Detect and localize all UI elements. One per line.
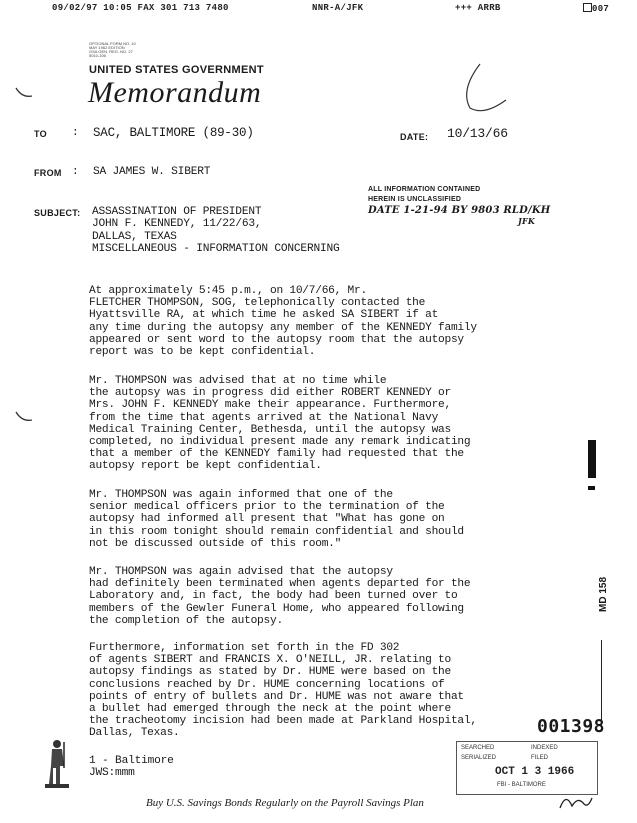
- date-label: DATE:: [400, 132, 429, 142]
- text-line: Mr. THOMPSON was again advised that the autopsy: [89, 566, 393, 578]
- text-line: autopsy had informed all present that "What has gone on: [89, 513, 445, 526]
- stamp-line: HEREIN IS UNCLASSIFIED: [368, 196, 462, 203]
- agency-name: UNITED STATES GOVERNMENT: [89, 64, 264, 76]
- paragraph-3: [89, 489, 534, 550]
- paragraph-5: [89, 642, 534, 740]
- text-line: senior medical officers prior to the termination of the: [89, 501, 445, 514]
- text-line: conclusions reached by Dr. HUME concerning locations of: [89, 678, 445, 691]
- text-line: Medical Training Center, Bethesda, until the autopsy was: [89, 423, 451, 436]
- fax-header-center: NNR-A/JFK: [312, 3, 364, 13]
- handwritten-initials-icon: [556, 790, 596, 814]
- classification-stamp: [368, 186, 550, 226]
- text-line: report was to be kept confidential.: [89, 346, 316, 359]
- initials: JWS:mmm: [89, 767, 135, 779]
- to-value: SAC, BALTIMORE (89-30): [93, 126, 254, 140]
- page-number-text: 007: [592, 4, 610, 14]
- paragraph-2: [89, 375, 534, 473]
- text-line: in this room tonight should remain confidential and should: [89, 525, 464, 538]
- stamp-date-line: DATE 1-21-94 BY 9803 RLD/KH: [368, 205, 551, 216]
- text-line: the completion of the autopsy.: [89, 614, 283, 627]
- text-line: autopsy report be kept confidential.: [89, 460, 322, 473]
- pen-mark-icon: [450, 60, 510, 120]
- text-line: FLETCHER THOMPSON, SOG, telephonically contacted the: [89, 297, 426, 310]
- form-info-line: OPTIONAL FORM NO. 10: [89, 41, 136, 46]
- stamp-searched: SEARCHED: [461, 745, 495, 751]
- subject-label: SUBJECT:: [34, 208, 81, 218]
- file-marker-bar: [588, 440, 596, 478]
- stamp-serialized: SERIALIZED: [461, 755, 497, 761]
- text-line: Furthermore, information set forth in the FD 302: [89, 642, 400, 654]
- to-label: TO: [34, 129, 47, 139]
- stamp-line: ALL INFORMATION CONTAINED: [368, 186, 481, 193]
- text-line: not be discussed outside of this room.": [89, 537, 342, 550]
- fax-page-number: [583, 3, 609, 14]
- stamp-filed: FILED: [531, 755, 549, 761]
- form-info-line: MAY 1962 EDITION: [89, 45, 125, 50]
- form-info-line: 5010-106: [89, 53, 106, 58]
- text-line: completed, no individual present made any remark indicating: [89, 436, 471, 449]
- text-line: autopsy findings as stated by Dr. HUME were based on the: [89, 666, 451, 679]
- subject-line: MISCELLANEOUS - INFORMATION CONCERNING: [92, 242, 340, 255]
- to-separator: :: [72, 127, 79, 139]
- from-separator: :: [72, 166, 79, 178]
- form-info-line: GSA GEN. REG. NO. 27: [89, 49, 133, 54]
- text-line: any time during the autopsy any member of the KENNEDY family: [89, 321, 477, 334]
- subject-block: [92, 206, 340, 255]
- fax-header-left: 09/02/97 10:05 FAX 301 713 7480: [52, 3, 229, 13]
- fax-header-right: +++ ARRB: [455, 3, 501, 13]
- text-line: the tracheotomy incision had been made at Parkland Hospital,: [89, 715, 477, 728]
- text-line: Hyattsville RA, at which time he asked SA SIBERT if at: [89, 309, 439, 322]
- text-line: At approximately 5:45 p.m., on 10/7/66, Mr.: [89, 285, 367, 297]
- text-line: members of the Gewler Funeral Home, who appeared following: [89, 602, 464, 615]
- text-line: had definitely been terminated when agents departed for the: [89, 578, 471, 591]
- paragraph-1: [89, 285, 534, 358]
- serial-number: 001398: [537, 716, 606, 737]
- subject-line: DALLAS, TEXAS: [92, 230, 177, 243]
- footer-slogan: Buy U.S. Savings Bonds Regularly on the Payroll Savings Plan: [146, 797, 424, 809]
- file-marker-bar: [588, 486, 595, 490]
- form-info: [89, 42, 136, 58]
- text-line: points of entry of bullets and Dr. HUME was not aware that: [89, 690, 464, 703]
- text-line: appeared or sent word to the autopsy room that the autopsy: [89, 333, 464, 346]
- search-index-stamp: [456, 741, 598, 795]
- text-line: Laboratory and, in fact, the body had been turned over to: [89, 590, 458, 603]
- stamp-date: OCT 1 3 1966: [495, 766, 575, 778]
- paragraph-4: [89, 566, 534, 627]
- text-line: Dallas, Texas.: [89, 727, 180, 740]
- text-line: Mr. THOMPSON was again informed that one of the: [89, 489, 393, 501]
- md-label: MD 158: [598, 576, 609, 612]
- date-value: 10/13/66: [447, 126, 508, 141]
- text-line: Mrs. JOHN F. KENNEDY make their appearance. Furthermore,: [89, 399, 451, 412]
- text-line: a bullet had emerged through the neck at the point where: [89, 703, 451, 716]
- minuteman-figure-icon: [42, 738, 72, 790]
- text-line: Mr. THOMPSON was advised that at no time while: [89, 375, 387, 387]
- text-line: of agents SIBERT and FRANCIS X. O'NEILL, JR. relating to: [89, 654, 451, 667]
- text-line: the autopsy was in progress did either ROBERT KENNEDY or: [89, 387, 451, 400]
- text-line: from the time that agents arrived at the National Navy: [89, 411, 439, 424]
- stamp-line: JFK: [518, 216, 536, 226]
- from-label: FROM: [34, 168, 62, 178]
- stamp-indexed: INDEXED: [531, 745, 558, 751]
- from-value: SA JAMES W. SIBERT: [93, 166, 211, 178]
- punch-mark-icon: [14, 86, 34, 100]
- distribution: 1 - Baltimore: [89, 755, 174, 767]
- text-line: that a member of the KENNEDY family had requested that the: [89, 448, 464, 461]
- document-type: Memorandum: [88, 76, 262, 109]
- page-box-icon: [583, 3, 592, 12]
- subject-line: ASSASSINATION OF PRESIDENT: [92, 206, 262, 218]
- punch-mark-icon: [14, 410, 34, 424]
- stamp-office: FBI - BALTIMORE: [497, 782, 546, 788]
- subject-line: JOHN F. KENNEDY, 11/22/63,: [92, 218, 262, 231]
